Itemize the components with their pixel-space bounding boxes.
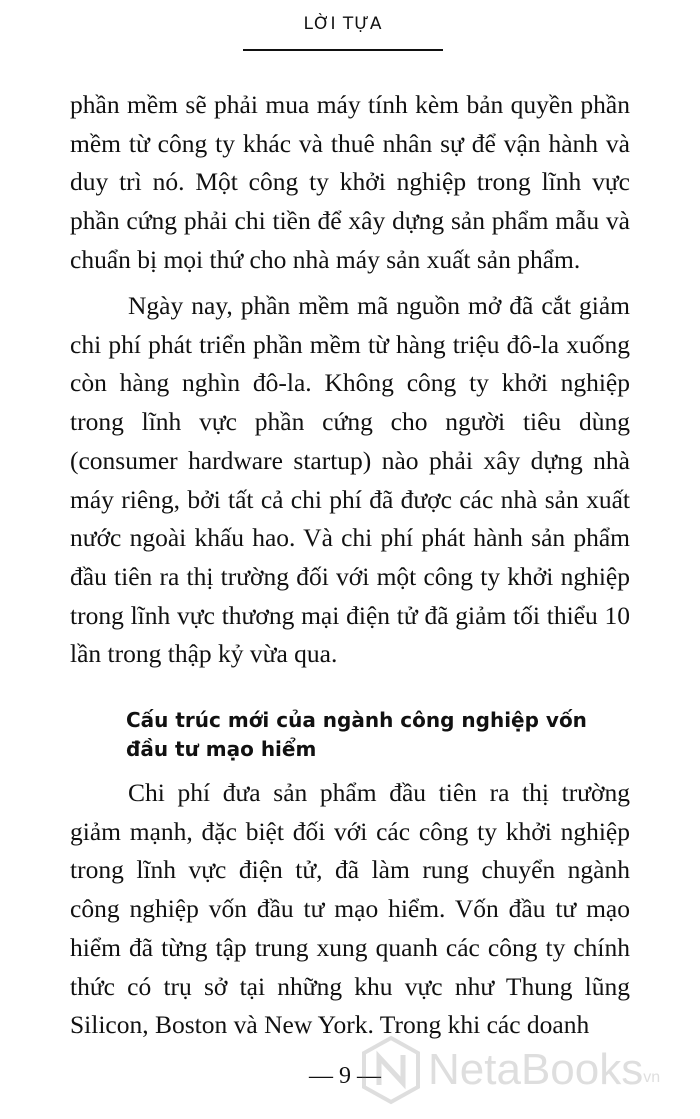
header-rule	[243, 49, 443, 51]
page-number: — 9 —	[309, 1063, 381, 1089]
watermark-brand: NetaBooks	[428, 1045, 644, 1094]
body-paragraph-1: phần mềm sẽ phải mua máy tính kèm bản quyền phần mềm từ công ty khác và thuê nhân sự để vận hành và duy trì nó. Một công ty khởi nghiệp trong lĩnh vực phần cứng phải chi tiền để xây dựng sản phẩm mẫu và chuẩn bị mọi thứ cho nhà máy sản xuất sản phẩm.	[70, 90, 630, 274]
body-paragraph-2: Ngày nay, phần mềm mã nguồn mở đã cắt giảm chi phí phát triển phần mềm từ hàng triệu đô-la xuống còn hàng nghìn đô-la. Không công ty khởi nghiệp trong lĩnh vực phần cứng cho người tiêu dùng (consumer hardware startup) nào phải xây dựng nhà máy riêng, bởi tất cả chi phí đã được các nhà sản xuất nước ngoài khấu hao. Và chi phí phát hành sản phẩm đầu tiên ra thị trường đối với một công ty khởi nghiệp trong lĩnh vực thương mại điện tử đã giảm tối thiểu 10 lần trong thập kỷ vừa qua.	[70, 291, 630, 669]
section-heading: Cấu trúc mới của ngành công nghiệp vốn đầu tư mạo hiểm	[126, 708, 587, 761]
watermark-domain: vn	[643, 1069, 661, 1086]
publisher-watermark	[360, 1025, 695, 1115]
netabooks-logo-icon	[360, 1035, 422, 1105]
running-head-title: LỜI TỰA	[303, 14, 383, 34]
body-paragraph-3: Chi phí đưa sản phẩm đầu tiên ra thị trường giảm mạnh, đặc biệt đối với các công ty khởi nghiệp trong lĩnh vực điện tử, đã làm rung chuyển ngành công nghiệp vốn đầu tư mạo hiểm. Vốn đầu tư mạo hiểm đã từng tập trung xung quanh các công ty chính thức có trụ sở tại những khu vực như Thung lũng Silicon, Boston và New York. Trong khi các doanh	[70, 778, 630, 1040]
